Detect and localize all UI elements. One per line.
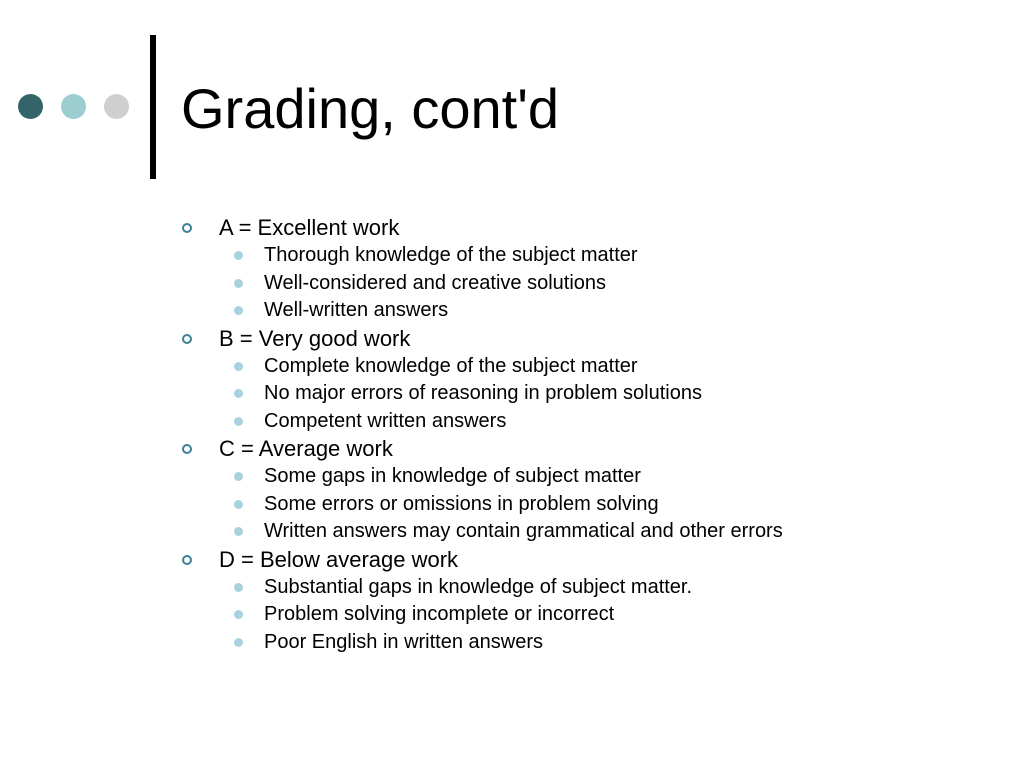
criteria-text: Written answers may contain grammatical and other errors: [264, 520, 783, 542]
criteria-text: Thorough knowledge of the subject matter: [264, 244, 638, 266]
criteria-item: [219, 297, 1002, 325]
dot-bullet-icon: [234, 500, 243, 509]
criteria-text: Complete knowledge of the subject matter: [264, 354, 638, 377]
criteria-list: [219, 242, 1002, 325]
criteria-item: [219, 380, 1002, 408]
criteria-item: [219, 601, 1002, 629]
dot-bullet-icon: [234, 583, 243, 592]
decorative-dot-light: [104, 94, 129, 119]
criteria-text: Some errors or omissions in problem solving: [264, 492, 659, 515]
dot-bullet-icon: [234, 472, 243, 481]
criteria-text: Well-written answers: [264, 299, 449, 321]
criteria-list: [219, 574, 1002, 657]
dot-bullet-icon: [234, 417, 243, 426]
dot-bullet-icon: [234, 251, 243, 260]
dot-bullet-icon: [234, 279, 243, 288]
dot-bullet-icon: [234, 362, 243, 371]
grade-heading: A = Excellent work: [219, 215, 400, 240]
dot-bullet-icon: [234, 610, 243, 619]
grade-section: [182, 546, 1002, 657]
criteria-text: Substantial gaps in knowledge of subject matter.: [264, 575, 693, 598]
criteria-item: [219, 353, 1002, 381]
criteria-item: [219, 629, 1002, 657]
dot-bullet-icon: [234, 638, 243, 647]
criteria-item: [219, 491, 1002, 519]
slide-title: Grading, cont'd: [181, 77, 560, 140]
decorative-dot-mid: [61, 94, 86, 119]
criteria-item: [219, 408, 1002, 436]
grade-heading: D = Below average work: [219, 546, 459, 572]
criteria-item: [219, 270, 1002, 298]
criteria-text: Competent written answers: [264, 409, 507, 432]
grade-heading: C = Average work: [219, 436, 393, 461]
dot-bullet-icon: [234, 306, 243, 315]
criteria-text: Poor English in written answers: [264, 630, 544, 653]
criteria-item: [219, 518, 1002, 546]
grade-section: [182, 214, 1002, 325]
criteria-text: Some gaps in knowledge of subject matter: [264, 465, 641, 487]
grade-section: [182, 435, 1002, 546]
criteria-item: [219, 463, 1002, 491]
criteria-list: [219, 463, 1002, 546]
decorative-dot-dark: [18, 94, 43, 119]
criteria-list: [219, 353, 1002, 436]
criteria-text: No major errors of reasoning in problem solutions: [264, 382, 702, 404]
ring-bullet-icon: [182, 444, 192, 454]
grade-list: [182, 214, 1002, 656]
criteria-item: [219, 574, 1002, 602]
criteria-text: Problem solving incomplete or incorrect: [264, 603, 615, 625]
grade-heading: B = Very good work: [219, 325, 411, 351]
title-vertical-rule: [150, 35, 156, 179]
dot-bullet-icon: [234, 389, 243, 398]
ring-bullet-icon: [182, 555, 192, 565]
ring-bullet-icon: [182, 223, 192, 233]
grade-section: [182, 325, 1002, 436]
slide-content: [182, 214, 1002, 656]
dot-bullet-icon: [234, 527, 243, 536]
criteria-text: Well-considered and creative solutions: [264, 271, 607, 294]
ring-bullet-icon: [182, 334, 192, 344]
criteria-item: [219, 242, 1002, 270]
